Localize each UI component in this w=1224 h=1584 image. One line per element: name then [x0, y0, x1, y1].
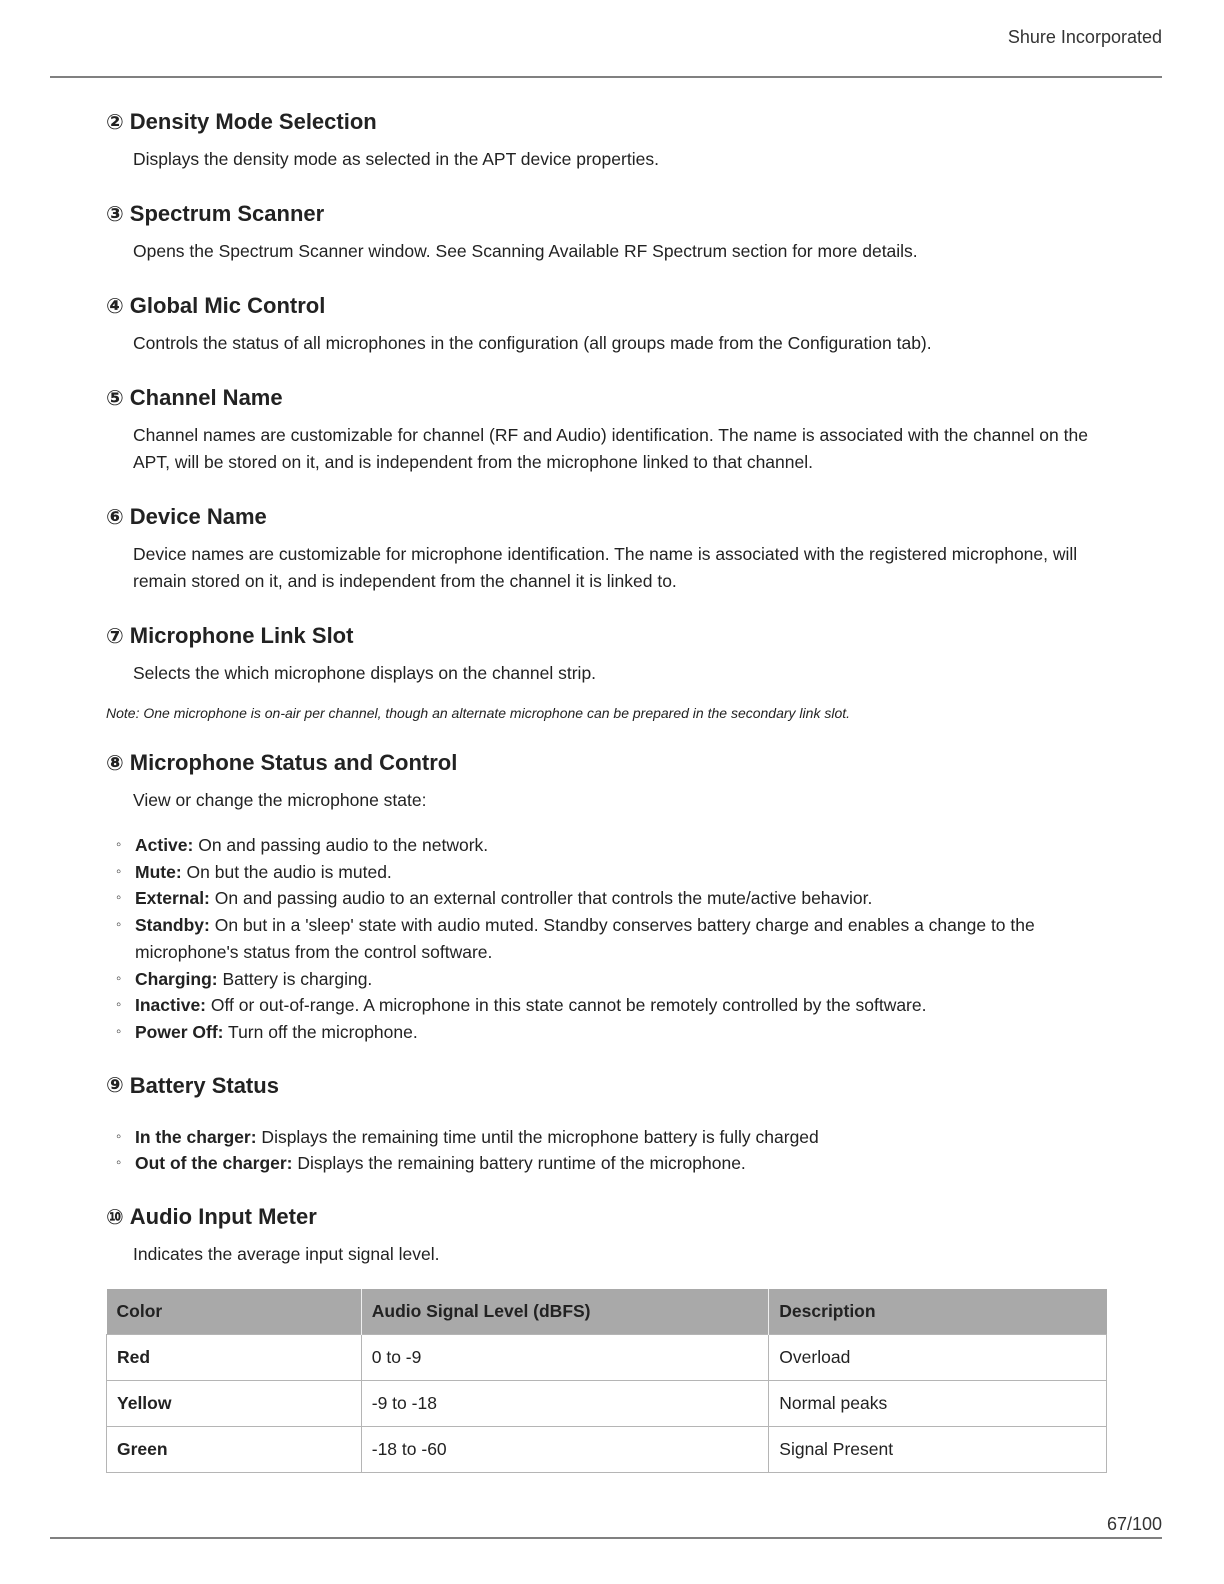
section-number-7: ⑦ — [106, 624, 124, 648]
table-cell: Signal Present — [769, 1427, 1107, 1473]
table-cell: Overload — [769, 1335, 1107, 1381]
table-cell: Yellow — [107, 1381, 362, 1427]
page-content — [106, 106, 1106, 1268]
section-title-density-mode — [106, 106, 1106, 138]
section-number-5: ⑤ — [106, 386, 124, 410]
section-description: Controls the status of all microphones in the configuration (all groups made from the Configuration tab). — [133, 333, 932, 353]
table-cell: Normal peaks — [769, 1381, 1107, 1427]
table-cell: -18 to -60 — [361, 1427, 769, 1473]
table-row — [107, 1427, 1107, 1473]
section-description: Opens the Spectrum Scanner window. See Scanning Available RF Spectrum section for more details. — [133, 241, 918, 261]
list-item-term: Power Off: — [135, 1021, 224, 1042]
table-header-row — [107, 1289, 1107, 1335]
section-title-microphone-status — [106, 747, 1106, 779]
section-title-audio-input-meter — [106, 1201, 1106, 1233]
battery-list — [106, 1124, 1106, 1177]
list-item-text: On and passing audio to an external controller that controls the mute/active behavior. — [209, 888, 873, 909]
table-header-cell: Description — [769, 1289, 1107, 1335]
list-item-text: Displays the remaining battery runtime of the microphone. — [292, 1153, 746, 1174]
header-divider — [50, 76, 1162, 78]
section-title-battery-status — [106, 1070, 1106, 1102]
list-item-term: External: — [135, 888, 210, 909]
table-row — [107, 1381, 1107, 1427]
list-item-term: Mute: — [135, 861, 182, 882]
section-title-text: Battery Status — [129, 1072, 279, 1098]
list-item-text: Battery is charging. — [217, 968, 373, 989]
section-title-text: Density Mode Selection — [129, 109, 377, 134]
list-item — [135, 859, 1106, 886]
list-item-term: In the charger: — [135, 1126, 257, 1147]
section-description: Selects the which microphone displays on the channel strip. — [133, 663, 597, 683]
list-item — [135, 966, 1106, 993]
section-description: Indicates the average input signal level. — [133, 1244, 440, 1265]
list-item-term: Active: — [135, 835, 194, 855]
list-item-term: Standby: — [135, 915, 210, 936]
audio-meter-table — [106, 1289, 1107, 1473]
section-number-10: ⑩ — [106, 1205, 124, 1229]
section-title-text: Device Name — [129, 504, 267, 529]
section-title-spectrum-scanner — [106, 198, 1106, 230]
list-item — [135, 832, 1106, 859]
note-text: Note: One microphone is on-air per channel, though an alternate microphone can be prepared in the secondary link slot. — [106, 705, 851, 721]
section-number-2: ② — [106, 110, 124, 134]
table-header-cell: Color — [107, 1289, 362, 1335]
section-title-text: Microphone Link Slot — [129, 623, 354, 648]
list-item-text: Displays the remaining time until the microphone battery is fully charged — [256, 1126, 819, 1147]
list-item-text: On but in a 'sleep' state with audio muted. Standby conserves battery charge and enables a change to the microphone's status from the control software. — [135, 915, 1035, 962]
list-item-term: Charging: — [135, 968, 218, 989]
section-title-channel-name — [106, 382, 1106, 414]
section-description: Displays the density mode as selected in the APT device properties. — [133, 149, 659, 169]
section-description: View or change the microphone state: — [133, 790, 427, 810]
page-number: 67/100 — [1106, 1514, 1162, 1534]
table-cell: Red — [107, 1335, 362, 1381]
section-title-text: Audio Input Meter — [129, 1204, 317, 1230]
section-number-4: ④ — [106, 294, 124, 318]
section-number-3: ③ — [106, 202, 124, 226]
list-item — [135, 912, 1106, 965]
section-number-8: ⑧ — [106, 751, 124, 775]
section-title-microphone-link-slot — [106, 620, 1106, 652]
table-cell: -9 to -18 — [361, 1381, 769, 1427]
list-item-text: Turn off the microphone. — [223, 1021, 418, 1042]
list-item-text: On but the audio is muted. — [181, 861, 392, 882]
section-title-global-mic-control — [106, 290, 1106, 322]
list-item — [135, 992, 1106, 1019]
section-title-text: Spectrum Scanner — [129, 201, 325, 226]
list-item — [135, 1124, 1106, 1151]
list-item-text: Off or out-of-range. A microphone in this state cannot be remotely controlled by the software. — [206, 995, 927, 1016]
section-description: Channel names are customizable for channel (RF and Audio) identification. The name is associated with the channel on the APT, will be stored on it, and is independent from the microphone linked to that channel. — [133, 425, 1088, 472]
list-item-text: On and passing audio to the network. — [193, 835, 489, 855]
list-item-term: Inactive: — [135, 995, 206, 1016]
status-list — [106, 832, 1106, 1046]
table-cell: 0 to -9 — [361, 1335, 769, 1381]
section-title-text: Global Mic Control — [129, 293, 326, 318]
list-item-term: Out of the charger: — [135, 1153, 293, 1174]
list-item — [135, 1150, 1106, 1177]
table-cell: Green — [107, 1427, 362, 1473]
header-company-name: Shure Incorporated — [1007, 27, 1162, 47]
section-title-text: Microphone Status and Control — [129, 750, 458, 775]
section-title-text: Channel Name — [129, 385, 283, 410]
list-item — [135, 885, 1106, 912]
table-row — [107, 1335, 1107, 1381]
table-header-cell: Audio Signal Level (dBFS) — [361, 1289, 769, 1335]
section-number-9: ⑨ — [106, 1074, 124, 1098]
section-title-device-name — [106, 501, 1106, 533]
list-item — [135, 1019, 1106, 1046]
footer-divider — [50, 1537, 1162, 1539]
section-description: Device names are customizable for microphone identification. The name is associated with the registered microphone, will remain stored on it, and is independent from the channel it is linked to. — [133, 544, 1078, 591]
section-number-6: ⑥ — [106, 505, 124, 529]
